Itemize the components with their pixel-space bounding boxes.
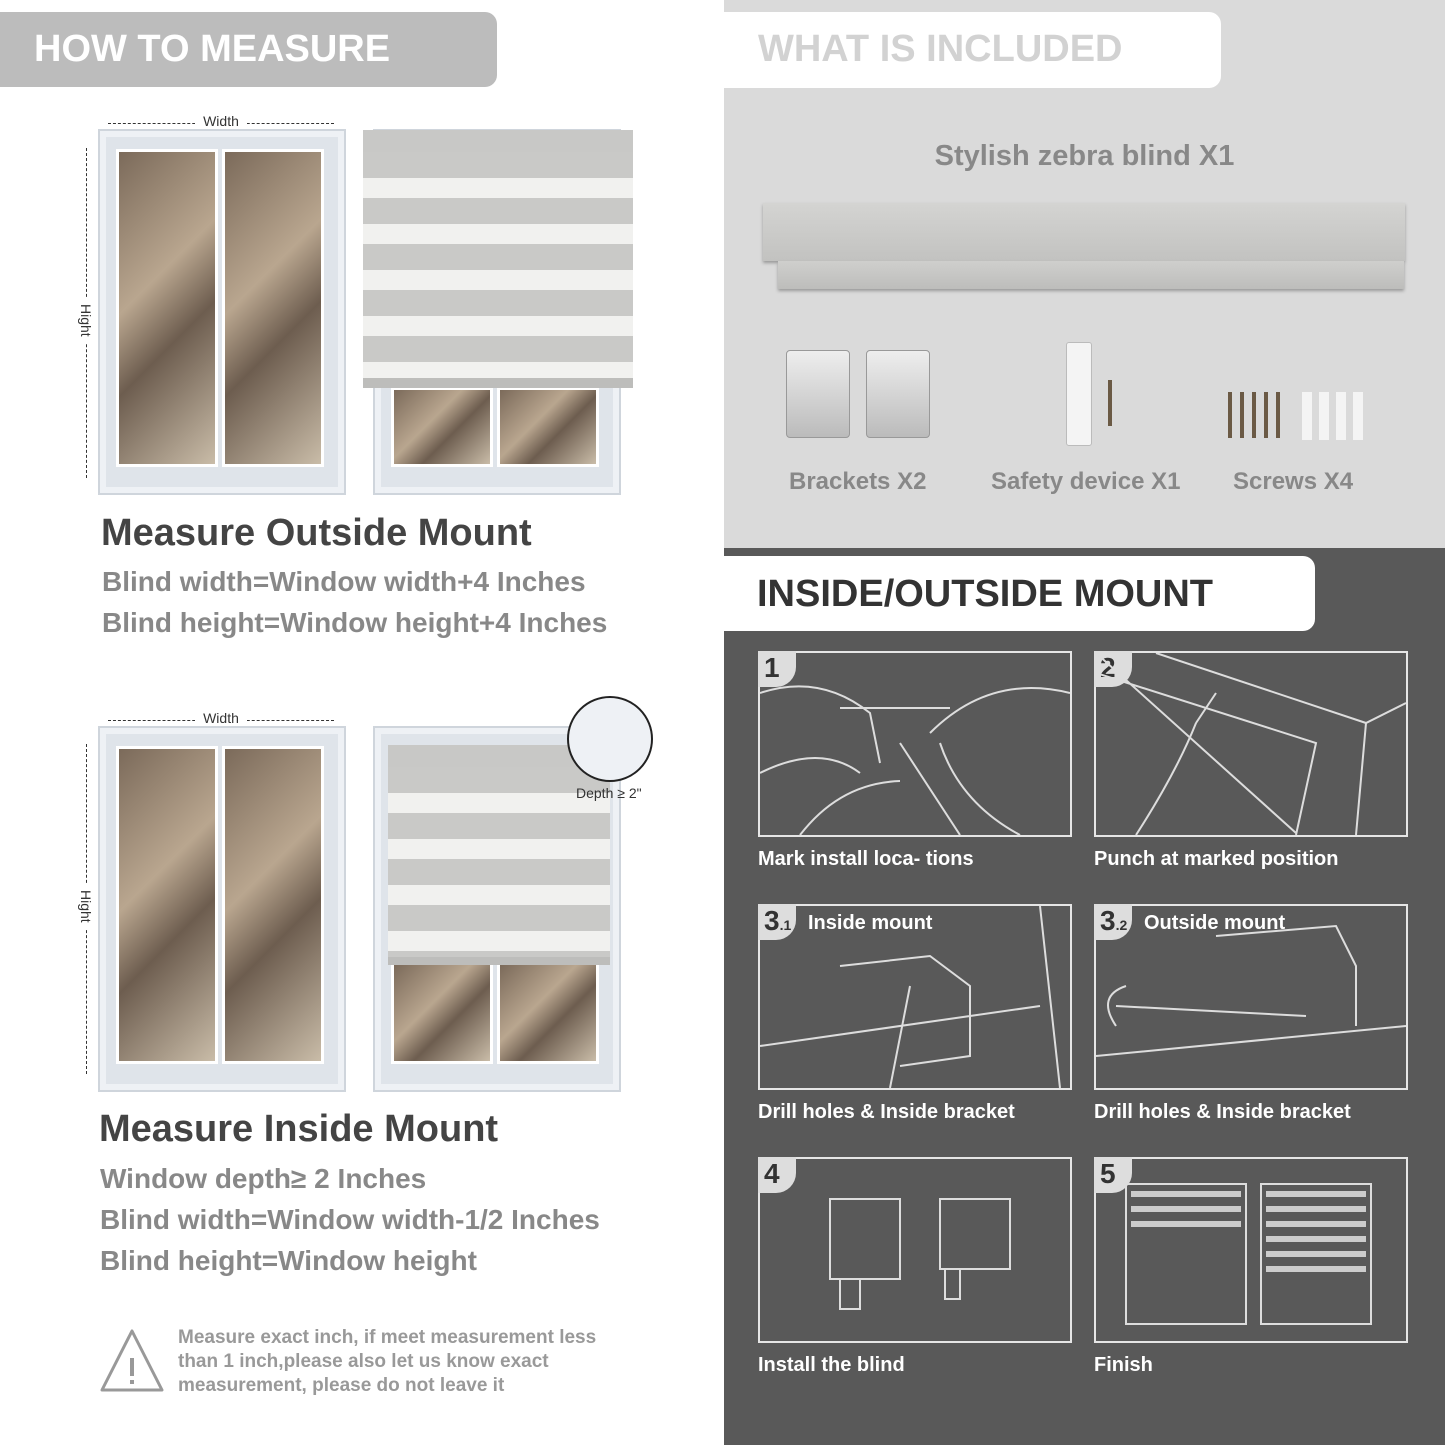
step-number-main: 2 <box>1100 652 1116 683</box>
width-label: Width <box>195 113 247 129</box>
headrail-image <box>778 261 1404 289</box>
screws-image <box>1228 392 1288 438</box>
step-number-sub: .2 <box>1115 917 1128 933</box>
what-is-included-header: WHAT IS INCLUDED <box>724 12 1221 88</box>
depth-callout-circle <box>567 696 653 782</box>
height-label: Hight <box>78 298 94 343</box>
step-label: Finish <box>1094 1354 1153 1376</box>
line-drawing <box>1096 906 1406 1088</box>
line-drawing <box>1096 1159 1406 1341</box>
step-5-illustration <box>758 1157 1072 1343</box>
step-title: Inside mount <box>808 912 933 934</box>
inside-line: Window depth≥ 2 Inches <box>100 1163 427 1194</box>
main-item-label: Stylish zebra blind X1 <box>934 140 1235 172</box>
outside-line: Blind width=Window width+4 Inches <box>102 566 586 597</box>
step-4-illustration <box>1094 904 1408 1090</box>
warning-triangle-icon <box>99 1328 165 1394</box>
height-dimension <box>70 744 100 1074</box>
zebra-blind-image <box>363 130 633 388</box>
included-item: Safety device X1 <box>991 468 1181 495</box>
warning-line: than 1 inch,please also let us know exact <box>178 1351 549 1372</box>
width-dimension <box>108 710 334 726</box>
height-label: Hight <box>78 884 94 929</box>
outside-line: Blind height=Window height+4 Inches <box>102 607 608 638</box>
how-to-measure-header: HOW TO MEASURE <box>0 12 497 87</box>
safety-device-image <box>1066 342 1092 446</box>
step-number-main: 3 <box>1100 905 1116 936</box>
zebra-blind-image <box>388 745 610 965</box>
warning-line: Measure exact inch, if meet measurement less <box>178 1327 597 1348</box>
included-item: Brackets X2 <box>789 468 927 495</box>
step-number-main: 1 <box>764 652 780 683</box>
step-title: Outside mount <box>1144 912 1286 934</box>
step-1-illustration <box>758 651 1072 837</box>
anchors-image <box>1302 392 1368 440</box>
step-label: Drill holes & Inside bracket <box>1094 1101 1351 1123</box>
included-item: Screws X4 <box>1233 468 1354 495</box>
width-dimension <box>108 113 334 129</box>
line-drawing <box>760 1159 1070 1341</box>
depth-label: Depth ≥ 2" <box>576 785 642 801</box>
inside-mount-title: Measure Inside Mount <box>99 1108 499 1150</box>
step-number-sub: .1 <box>779 917 792 933</box>
step-6-illustration <box>1094 1157 1408 1343</box>
width-label: Width <box>195 710 247 726</box>
step-3-illustration <box>758 904 1072 1090</box>
outside-mount-title: Measure Outside Mount <box>101 512 532 554</box>
window-image <box>100 728 344 1090</box>
step-2-illustration <box>1094 651 1408 837</box>
headrail-image <box>763 203 1405 261</box>
step-number-main: 3 <box>764 905 780 936</box>
line-drawing <box>760 653 1070 835</box>
step-label: Mark install loca- tions <box>758 848 974 870</box>
inside-line: Blind width=Window width-1/2 Inches <box>100 1204 600 1235</box>
step-label: Install the blind <box>758 1354 905 1376</box>
step-label: Drill holes & Inside bracket <box>758 1101 1015 1123</box>
line-drawing <box>760 906 1070 1088</box>
warning-line: measurement, please do not leave it <box>178 1375 505 1396</box>
window-image <box>100 131 344 493</box>
screw-image <box>1108 380 1112 426</box>
step-number-main: 5 <box>1100 1158 1116 1189</box>
line-drawing <box>1096 653 1406 835</box>
bracket-image <box>786 350 850 438</box>
warning-text <box>178 1326 596 1398</box>
height-dimension <box>70 148 100 478</box>
step-label: Punch at marked position <box>1094 848 1339 870</box>
step-number-main: 4 <box>764 1158 780 1189</box>
bracket-image <box>866 350 930 438</box>
inside-line: Blind height=Window height <box>100 1245 477 1276</box>
inside-outside-mount-header: INSIDE/OUTSIDE MOUNT <box>724 556 1315 631</box>
